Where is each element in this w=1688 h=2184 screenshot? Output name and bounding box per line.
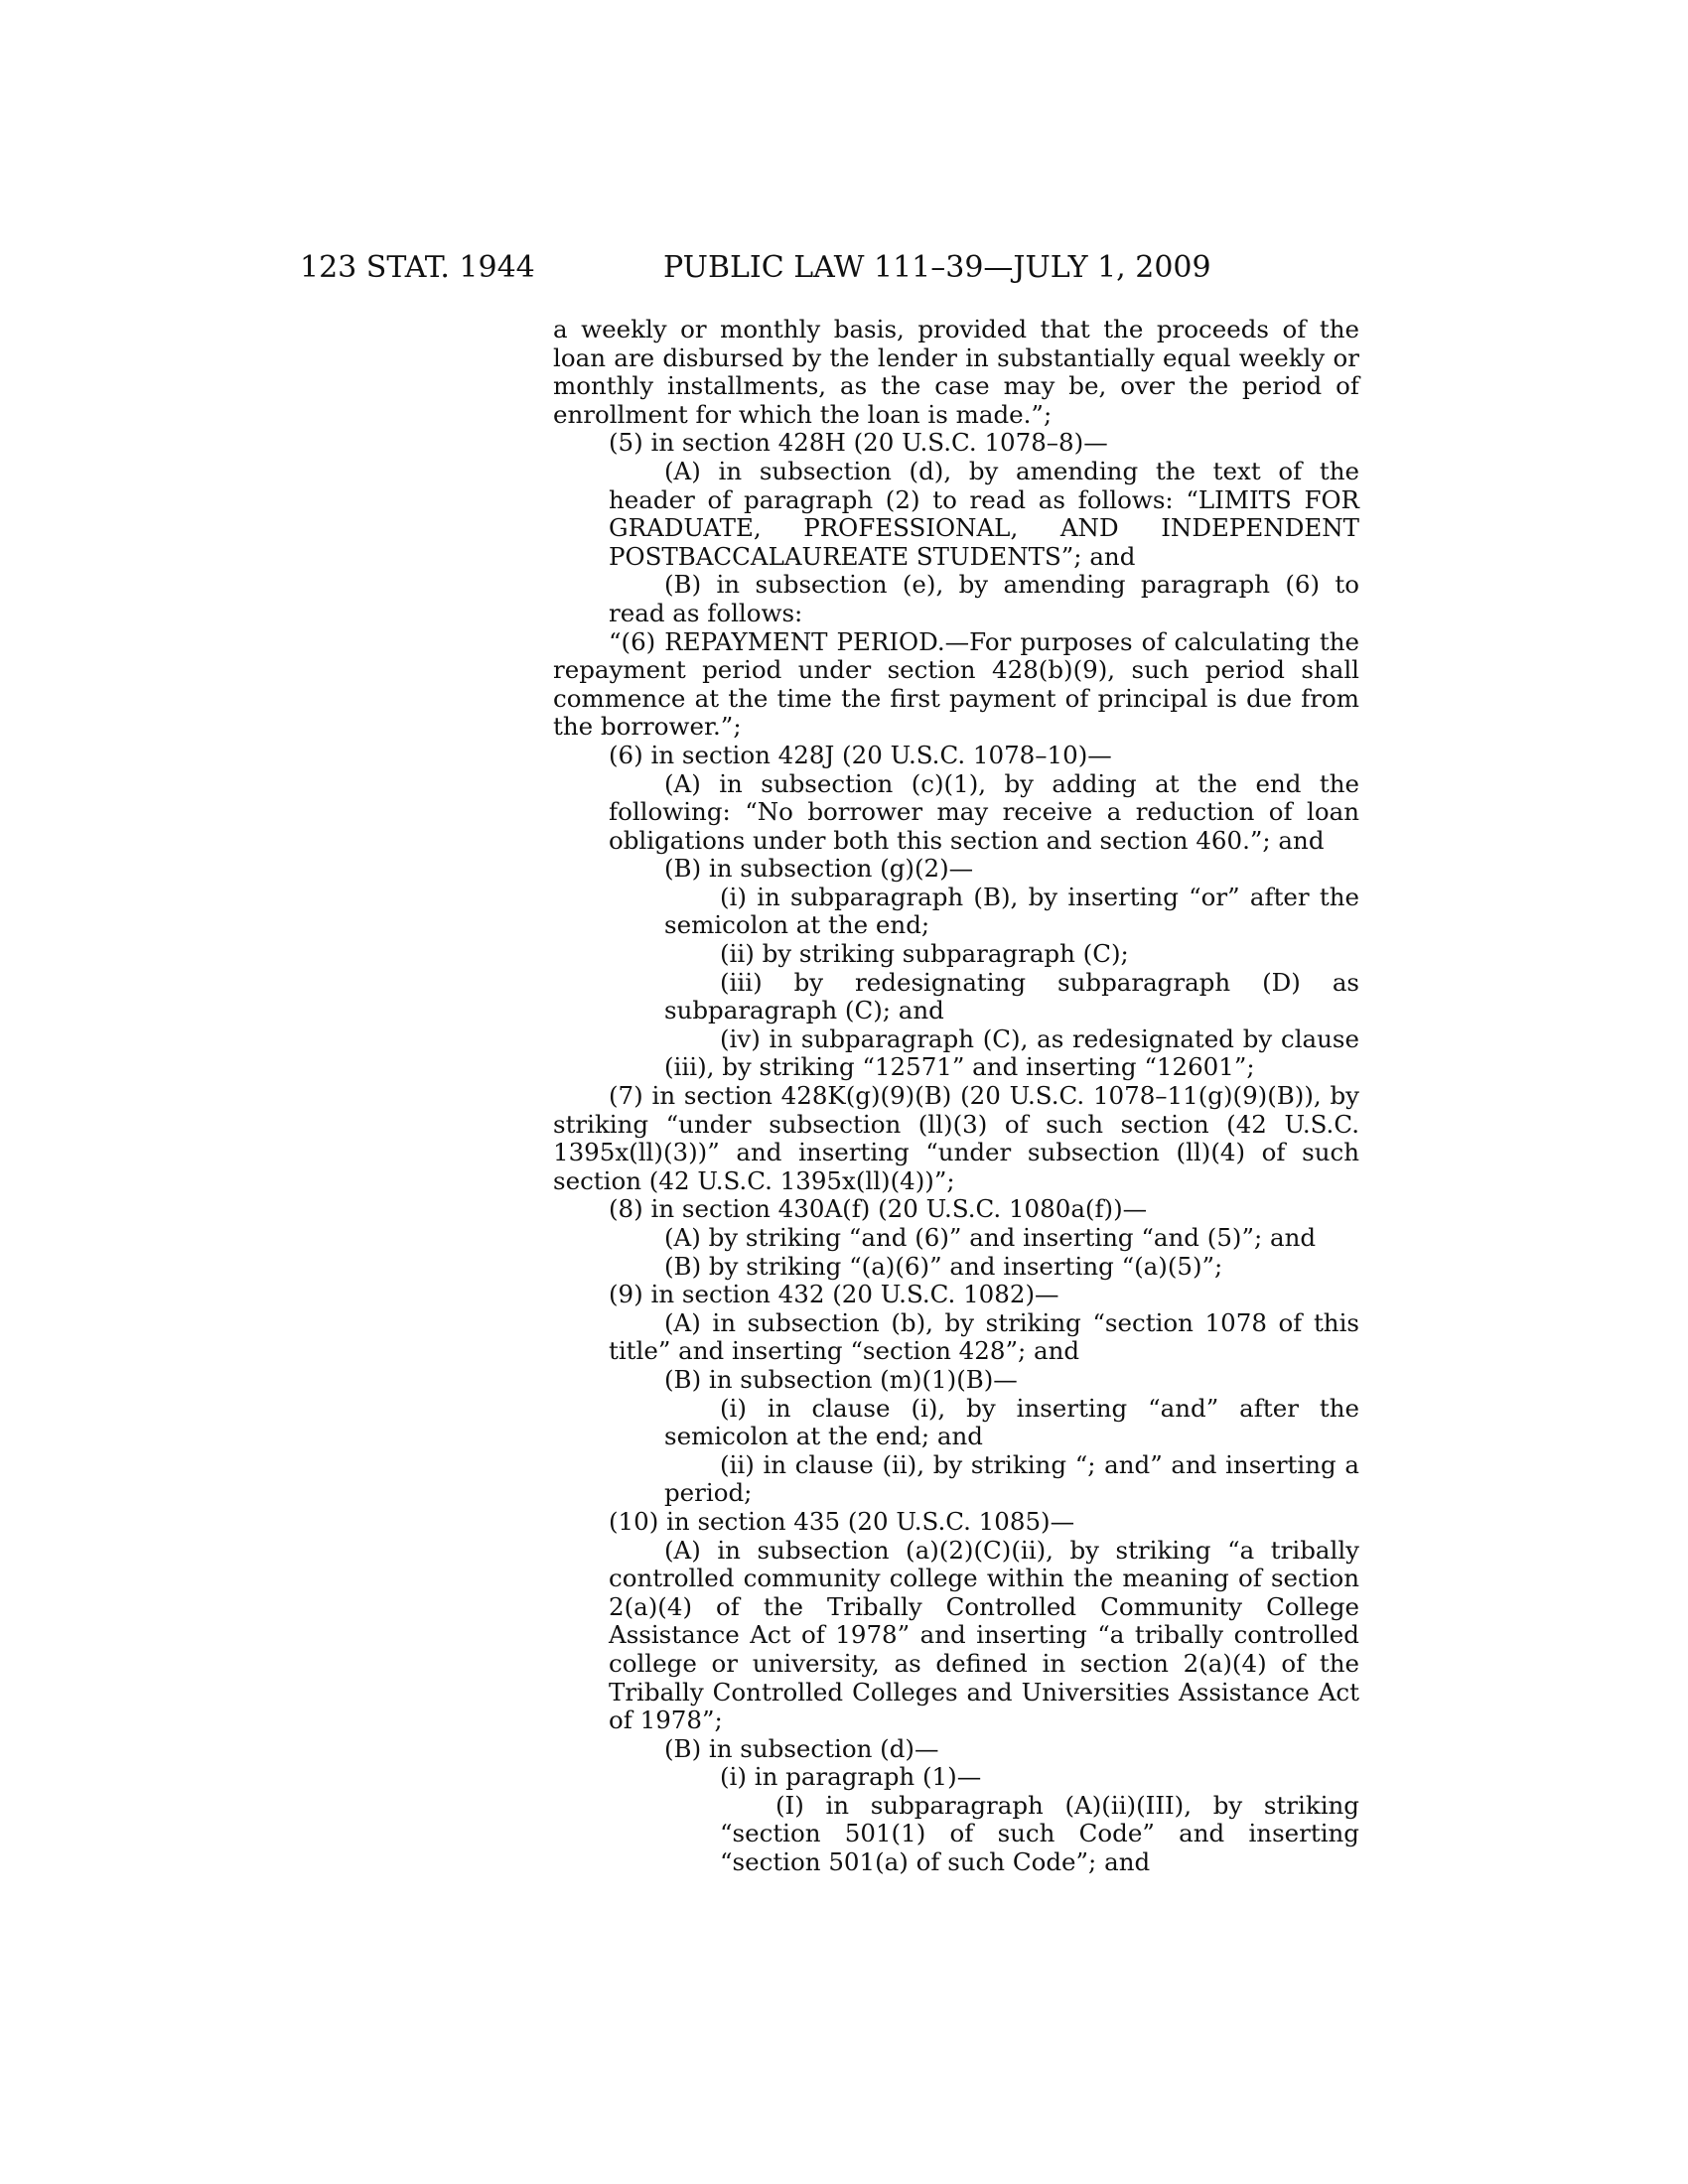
- paragraph: (iv) in subparagraph (C), as redesignated by clause (iii), by striking “12571” and inserting “12601”;: [664, 1024, 1359, 1082]
- paragraph: (B) in subsection (m)(1)(B)—: [664, 1364, 1018, 1394]
- paragraph: “(6) REPAYMENT PERIOD.—For purposes of calculating the repayment period under section 428(b)(9), such period shall commence at the time the first payment of principal is due from the borrower.”;: [553, 626, 1359, 742]
- paragraph: (B) by striking “(a)(6)” and inserting “(a)(5)”;: [664, 1251, 1223, 1281]
- paragraph: (8) in section 430A(f) (20 U.S.C. 1080a(f))—: [609, 1194, 1148, 1224]
- paragraph: (9) in section 432 (20 U.S.C. 1082)—: [609, 1280, 1059, 1309]
- paragraph: a weekly or monthly basis, provided that the proceeds of the loan are disbursed by the lender in substantially equal weekly or monthly installments, as the case may be, over the period of enrollment for which the loan is made.”;: [553, 315, 1359, 429]
- paragraph: (B) in subsection (e), by amending paragraph (6) to read as follows:: [609, 570, 1359, 627]
- document-body: [553, 316, 1359, 1877]
- paragraph: (B) in subsection (g)(2)—: [664, 854, 974, 884]
- paragraph: (iii) by redesignating subparagraph (D) as subparagraph (C); and: [664, 967, 1359, 1025]
- paragraph: (i) in subparagraph (B), by inserting “or” after the semicolon at the end;: [664, 882, 1359, 940]
- paragraph: (A) in subsection (c)(1), by adding at the end the following: “No borrower may receive a reduction of loan obligations under both this section and section 460.”; and: [609, 768, 1359, 855]
- paragraph: (ii) by striking subparagraph (C);: [720, 939, 1129, 969]
- statute-page-reference: 123 STAT. 1944: [300, 250, 535, 285]
- paragraph: (A) in subsection (b), by striking “section 1078 of this title” and inserting “section 428”; and: [609, 1307, 1359, 1366]
- paragraph: (A) by striking “and (6)” and inserting “and (5)”; and: [664, 1223, 1317, 1252]
- paragraph: (7) in section 428K(g)(9)(B) (20 U.S.C. 1078–11(g)(9)(B)), by striking “under subsection (ll)(3) of such section (42 U.S.C. 1395x(ll)(3))” and inserting “under subsection (ll)(4) of such section (42 U.S.C. 1395x(ll)(4))”;: [553, 1081, 1359, 1195]
- paragraph: (10) in section 435 (20 U.S.C. 1085)—: [609, 1506, 1075, 1536]
- paragraph: (A) in subsection (a)(2)(C)(ii), by striking “a tribally controlled community college within the meaning of section 2(a)(4) of the Tribally Controlled Community College Assistance Act of 1978” and inserting “a tribally controlled college or university, as defined in section 2(a)(4) of the Tribally Controlled Colleges and Universities Assistance Act of 1978”;: [609, 1535, 1359, 1735]
- paragraph: (A) in subsection (d), by amending the text of the header of paragraph (2) to read as follows: “LIMITS FOR GRADUATE, PROFESSIONAL, AND INDEPENDENT POSTBACCALAUREATE STUDENTS”; and: [609, 456, 1359, 571]
- running-header-title: PUBLIC LAW 111–39—JULY 1, 2009: [663, 250, 1211, 285]
- paragraph: (ii) in clause (ii), by striking “; and” and inserting a period;: [664, 1449, 1359, 1508]
- paragraph: (6) in section 428J (20 U.S.C. 1078–10)—: [609, 740, 1112, 769]
- paragraph: (I) in subparagraph (A)(ii)(III), by striking “section 501(1) of such Code” and inserting “section 501(a) of such Code”; and: [720, 1790, 1359, 1877]
- paragraph: (i) in paragraph (1)—: [720, 1762, 982, 1792]
- paragraph: (i) in clause (i), by inserting “and” after the semicolon at the end; and: [664, 1393, 1359, 1451]
- paragraph: (5) in section 428H (20 U.S.C. 1078–8)—: [609, 428, 1108, 458]
- paragraph: (B) in subsection (d)—: [664, 1733, 939, 1763]
